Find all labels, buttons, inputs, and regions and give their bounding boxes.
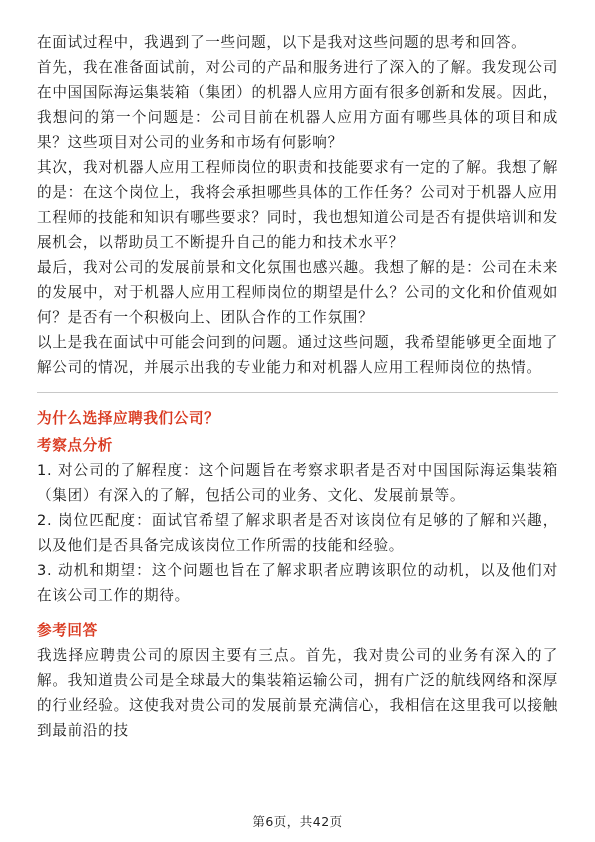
question-title: 为什么选择应聘我们公司？ xyxy=(37,410,220,427)
section-divider xyxy=(37,392,558,393)
analysis-list xyxy=(37,458,558,608)
answer-heading: 参考回答 xyxy=(37,622,98,639)
intro-paragraph: 首先，我在准备面试前，对公司的产品和服务进行了深入的了解。我发现公司在中国国际海运集装箱（集团）的机器人应用方面有很多创新和发展。因此，我想问的第一个问题是：公司目前在机器人应用方面有哪些具体的项目和成果？这些项目对公司的业务和市场有何影响？ xyxy=(37,59,558,151)
analysis-item: 1. 对公司的了解程度：这个问题旨在考察求职者是否对中国国际海运集装箱（集团）有深入的了解，包括公司的业务、文化、发展前景等。 xyxy=(37,462,558,504)
intro-paragraph: 以上是我在面试中可能会问到的问题。通过这些问题，我希望能够更全面地了解公司的情况，并展示出我的专业能力和对机器人应用工程师岗位的热情。 xyxy=(37,334,558,376)
intro-paragraph: 其次，我对机器人应用工程师岗位的职责和技能要求有一定的了解。我想了解的是：在这个岗位上，我将会承担哪些具体的工作任务？公司对于机器人应用工程师的技能和知识有哪些要求？同时，我也想知道公司是否有提供培训和发展机会，以帮助员工不断提升自己的能力和技术水平？ xyxy=(37,159,558,251)
intro-paragraph: 在面试过程中，我遇到了一些问题，以下是我对这些问题的思考和回答。 xyxy=(37,34,527,51)
answer-text: 我选择应聘贵公司的原因主要有三点。首先，我对贵公司的业务有深入的了解。我知道贵公司是全球最大的集装箱运输公司，拥有广泛的航线网络和深厚的行业经验。这使我对贵公司的发展前景充满信心，我相信在这里我可以接触到最前沿的技 xyxy=(37,647,558,739)
page-content xyxy=(37,30,558,743)
analysis-item: 2. 岗位匹配度：面试官希望了解求职者是否对该岗位有足够的了解和兴趣，以及他们是否具备完成该岗位工作所需的技能和经验。 xyxy=(37,512,558,554)
intro-paragraph: 最后，我对公司的发展前景和文化氛围也感兴趣。我想了解的是：公司在未来的发展中，对于机器人应用工程师岗位的期望是什么？公司的文化和价值观如何？是否有一个积极向上、团队合作的工作氛围？ xyxy=(37,259,558,326)
analysis-item: 3. 动机和期望：这个问题也旨在了解求职者应聘该职位的动机，以及他们对在该公司工作的期待。 xyxy=(37,562,558,604)
page-number: 第6页，共42页 xyxy=(252,814,343,829)
analysis-heading: 考察点分析 xyxy=(37,437,113,454)
